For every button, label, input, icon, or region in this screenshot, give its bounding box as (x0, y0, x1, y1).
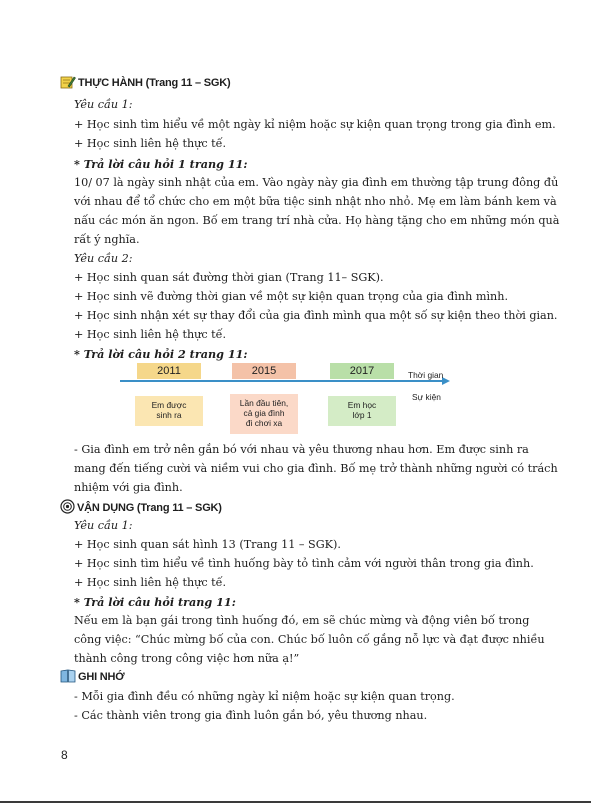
timeline-event-2015 (230, 394, 298, 434)
answer1-line-3: nấu các món ăn ngon. Bố em trang trí nhà cửa. Họ hàng tặng cho em những món quà (74, 214, 560, 227)
van-dung-title: VẬN DỤNG (Trang 11 – SGK) (77, 502, 222, 514)
vd-req1-label: Yêu cầu 1: (74, 519, 133, 532)
vd-req1-item-1: + Học sinh quan sát hình 13 (Trang 11 – SGK). (74, 538, 341, 551)
vd-req1-item-2: + Học sinh tìm hiểu về tình huống bày tỏ tình cảm với người thân trong gia đình. (74, 557, 534, 570)
timeline-event-2017-line-1: Em học (347, 400, 377, 410)
timeline-event-2017-line-2: lớp 1 (352, 410, 372, 420)
req1-item-1: + Học sinh tìm hiểu về một ngày kỉ niệm hoặc sự kiện quan trọng trong gia đình em. (74, 118, 556, 131)
answer2-line-1: - Gia đình em trở nên gắn bó với nhau và yêu thương nhau hơn. Em được sinh ra (74, 443, 529, 456)
req2-label: Yêu cầu 2: (74, 252, 133, 265)
timeline-event-2011-line-2: sinh ra (156, 410, 182, 420)
ghi-nho-item-1: - Mỗi gia đình đều có những ngày kỉ niệm hoặc sự kiện quan trọng. (74, 690, 455, 703)
ghi-nho-heading (60, 669, 124, 686)
req1-label: Yêu cầu 1: (74, 98, 133, 111)
vd-answer-label: * Trả lời câu hỏi trang 11: (74, 595, 236, 609)
bottom-divider (0, 801, 591, 803)
timeline-event-2015-line-3: đi chơi xa (245, 418, 283, 428)
vd-answer-line-1: Nếu em là bạn gái trong tình huống đó, em sẽ chúc mừng và động viên bố trong (74, 614, 530, 627)
timeline-event-2011 (135, 396, 203, 426)
ghi-nho-title: GHI NHỚ (78, 671, 125, 683)
req2-item-1: + Học sinh quan sát đường thời gian (Trang 11– SGK). (74, 271, 384, 284)
book-icon (60, 669, 76, 686)
ghi-nho-item-2: - Các thành viên trong gia đình luôn gắn bó, yêu thương nhau. (74, 709, 428, 722)
thuc-hanh-heading (60, 75, 230, 92)
timeline-year-2015: 2015 (232, 363, 296, 379)
answer1-line-1: 10/ 07 là ngày sinh nhật của em. Vào ngày này gia đình em thường tập trung đông đủ (74, 176, 559, 189)
timeline-axis-label: Thời gian (408, 370, 444, 380)
answer1-label: * Trả lời câu hỏi 1 trang 11: (74, 157, 248, 171)
thuc-hanh-title: THỰC HÀNH (Trang 11 – SGK) (78, 77, 231, 89)
page-number: 8 (61, 748, 68, 762)
timeline-year-2011: 2011 (137, 363, 201, 379)
req2-item-3: + Học sinh nhận xét sự thay đổi của gia đình mình qua một số sự kiện theo thời gian. (74, 309, 558, 322)
answer1-line-4: rất ý nghĩa. (74, 233, 140, 246)
target-icon (60, 499, 75, 517)
pencil-paper-icon (60, 75, 76, 92)
vd-answer-line-3: thành công trong công việc hơn nữa ạ!” (74, 652, 300, 665)
vd-answer-line-2: công việc: “Chúc mừng bố của con. Chúc bố luôn cố gắng nỗ lực và đạt được nhiều (74, 633, 545, 646)
answer2-label: * Trả lời câu hỏi 2 trang 11: (74, 347, 248, 361)
timeline-year-2017: 2017 (330, 363, 394, 379)
van-dung-heading (60, 499, 222, 517)
answer2-line-2: mang đến tiếng cười và niềm vui cho gia đình. Bố mẹ trở thành những người có trách (74, 462, 558, 475)
vd-req1-item-3: + Học sinh liên hệ thực tế. (74, 576, 227, 589)
req1-item-2: + Học sinh liên hệ thực tế. (74, 137, 227, 150)
req2-item-2: + Học sinh vẽ đường thời gian về một sự kiện quan trọng của gia đình mình. (74, 290, 509, 303)
answer2-line-3: nhiệm với gia đình. (74, 481, 183, 494)
answer1-line-2: với nhau để tổ chức cho em một bữa tiệc sinh nhật nho nhỏ. Mẹ em làm bánh kem và (74, 195, 557, 208)
timeline-event-2017 (328, 396, 396, 426)
timeline-events-label: Sự kiện (412, 392, 441, 402)
timeline-event-2011-line-1: Em được (151, 400, 187, 410)
timeline-event-2015-line-1: Lần đầu tiên, (239, 398, 289, 408)
req2-item-4: + Học sinh liên hệ thực tế. (74, 328, 227, 341)
timeline-event-2015-line-2: cả gia đình (243, 408, 285, 418)
